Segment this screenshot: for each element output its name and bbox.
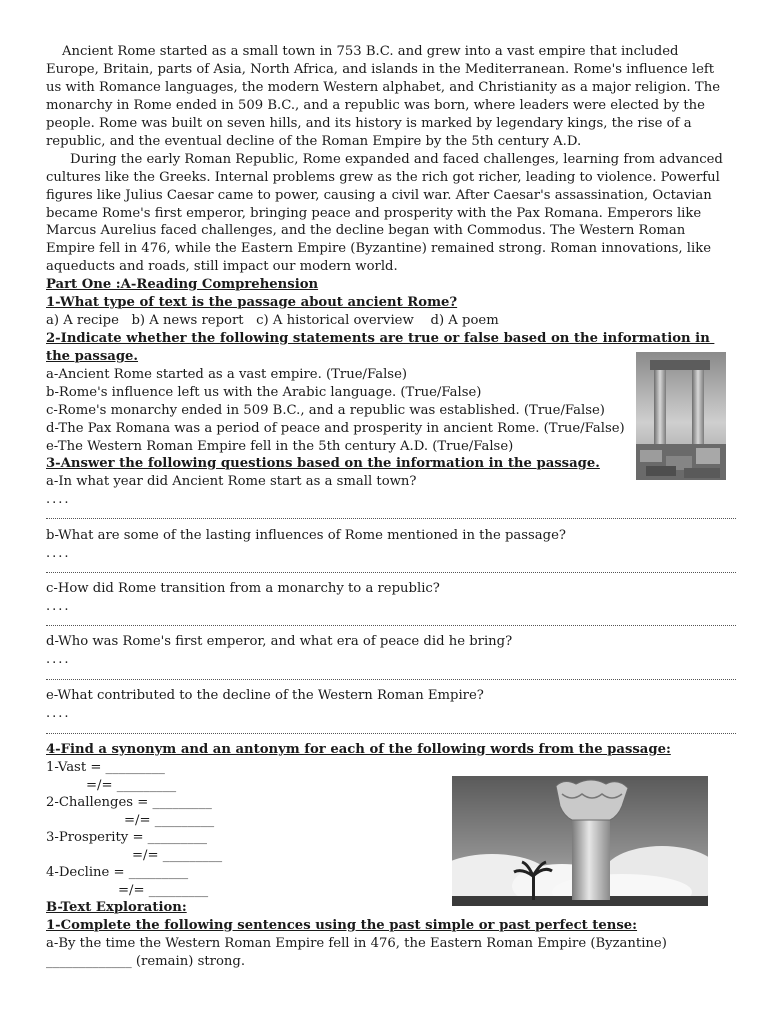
q2-title-line-1: 2-Indicate whether the following statements are true or false based on the information in <box>46 331 715 346</box>
q3-answer-b-line[interactable] <box>46 572 736 573</box>
q2-statement-a: a-Ancient Rome started as a vast empire. (True/False) <box>46 367 408 382</box>
corinthian-column-photo <box>452 776 708 906</box>
part-b-sentence-a-line-2[interactable]: _____________ (remain) strong. <box>46 954 246 969</box>
q3-answer-c-stub[interactable]: .... <box>46 599 71 614</box>
q2-statement-e: e-The Western Roman Empire fell in the 5th century A.D. (True/False) <box>46 439 514 454</box>
q1-title: 1-What type of text is the passage about ancient Rome? <box>46 295 458 310</box>
part-b-q1-title: 1-Complete the following sentences using the past simple or past perfect tense: <box>46 918 638 933</box>
passage-p2-line-1: During the early Roman Republic, Rome expanded and faced challenges, learning from advanced <box>70 152 723 167</box>
q3-answer-a-line[interactable] <box>46 518 736 519</box>
q3-answer-a-stub[interactable]: .... <box>46 492 71 507</box>
q2-title-line-2: the passage. <box>46 349 139 364</box>
ruined-temple-photo <box>636 352 726 480</box>
q3-answer-e-line[interactable] <box>46 733 736 734</box>
q2-statement-d: d-The Pax Romana was a period of peace and prosperity in ancient Rome. (True/False) <box>46 421 625 436</box>
q4-synonym-prosperity[interactable]: 3-Prosperity = _________ <box>46 830 208 845</box>
q4-antonym-challenges[interactable]: =/= _________ <box>124 813 215 828</box>
q4-synonym-challenges[interactable]: 2-Challenges = _________ <box>46 795 212 810</box>
q4-antonym-decline[interactable]: =/= _________ <box>118 883 209 898</box>
passage-p2-line-2: cultures like the Greeks. Internal problems grew as the rich got richer, leading to violence. Powerful <box>46 170 720 185</box>
q3-question-c: c-How did Rome transition from a monarchy to a republic? <box>46 581 440 596</box>
passage-p1-line-4: monarchy in Rome ended in 509 B.C., and a republic was born, where leaders were elected by the <box>46 98 705 113</box>
q3-title: 3-Answer the following questions based on the information in the passage. <box>46 456 600 471</box>
passage-p2-line-7: aqueducts and roads, still impact our modern world. <box>46 259 398 274</box>
q3-question-b: b-What are some of the lasting influences of Rome mentioned in the passage? <box>46 528 566 543</box>
part-one-heading: Part One :A-Reading Comprehension <box>46 277 319 292</box>
q3-answer-e-stub[interactable]: .... <box>46 706 71 721</box>
q1-options: a) A recipe b) A news report c) A historical overview d) A poem <box>46 313 499 328</box>
q3-answer-d-stub[interactable]: .... <box>46 652 71 667</box>
q3-question-e: e-What contributed to the decline of the Western Roman Empire? <box>46 688 484 703</box>
passage-p1-line-3: us with Romance languages, the modern Western alphabet, and Christianity as a major religion. The <box>46 80 721 95</box>
passage-p2-line-4: became Rome's first emperor, bringing peace and prosperity with the Pax Romana. Emperors like <box>46 206 702 221</box>
q2-statement-b: b-Rome's influence left us with the Arabic language. (True/False) <box>46 385 482 400</box>
passage-p2-line-5: Marcus Aurelius faced challenges, and the decline began with Commodus. The Western Roman <box>46 223 686 238</box>
q4-synonym-vast[interactable]: 1-Vast = _________ <box>46 760 165 775</box>
q4-antonym-vast[interactable]: =/= _________ <box>86 778 177 793</box>
passage-p2-line-6: Empire fell in 476, while the Eastern Empire (Byzantine) remained strong. Roman innovations, like <box>46 241 712 256</box>
passage-p1-line-2: Europe, Britain, parts of Asia, North Africa, and islands in the Mediterranean. Rome's influence left <box>46 62 715 77</box>
q3-answer-d-line[interactable] <box>46 679 736 680</box>
part-b-heading: B-Text Exploration: <box>46 900 187 915</box>
q2-statement-c: c-Rome's monarchy ended in 509 B.C., and a republic was established. (True/False) <box>46 403 605 418</box>
q3-answer-c-line[interactable] <box>46 625 736 626</box>
passage-p1-line-6: republic, and the eventual decline of the Roman Empire by the 5th century A.D. <box>46 134 582 149</box>
passage-p2-line-3: figures like Julius Caesar came to power, causing a civil war. After Caesar's assassination, Octavian <box>46 188 712 203</box>
q3-question-a: a-In what year did Ancient Rome start as a small town? <box>46 474 417 489</box>
q4-title: 4-Find a synonym and an antonym for each of the following words from the passage: <box>46 742 671 757</box>
ruined-temple-icon <box>636 352 726 480</box>
part-b-sentence-a-line-1: a-By the time the Western Roman Empire fell in 476, the Eastern Roman Empire (Byzantine) <box>46 936 667 951</box>
q4-antonym-prosperity[interactable]: =/= _________ <box>132 848 223 863</box>
q3-question-d: d-Who was Rome's first emperor, and what era of peace did he bring? <box>46 634 513 649</box>
passage-p1-line-1: Ancient Rome started as a small town in 753 B.C. and grew into a vast empire that included <box>62 44 679 59</box>
column-palm-icon <box>452 776 708 906</box>
passage-p1-line-5: people. Rome was built on seven hills, and its history is marked by legendary kings, the rise of a <box>46 116 692 131</box>
q4-synonym-decline[interactable]: 4-Decline = _________ <box>46 865 189 880</box>
q3-answer-b-stub[interactable]: .... <box>46 546 71 561</box>
